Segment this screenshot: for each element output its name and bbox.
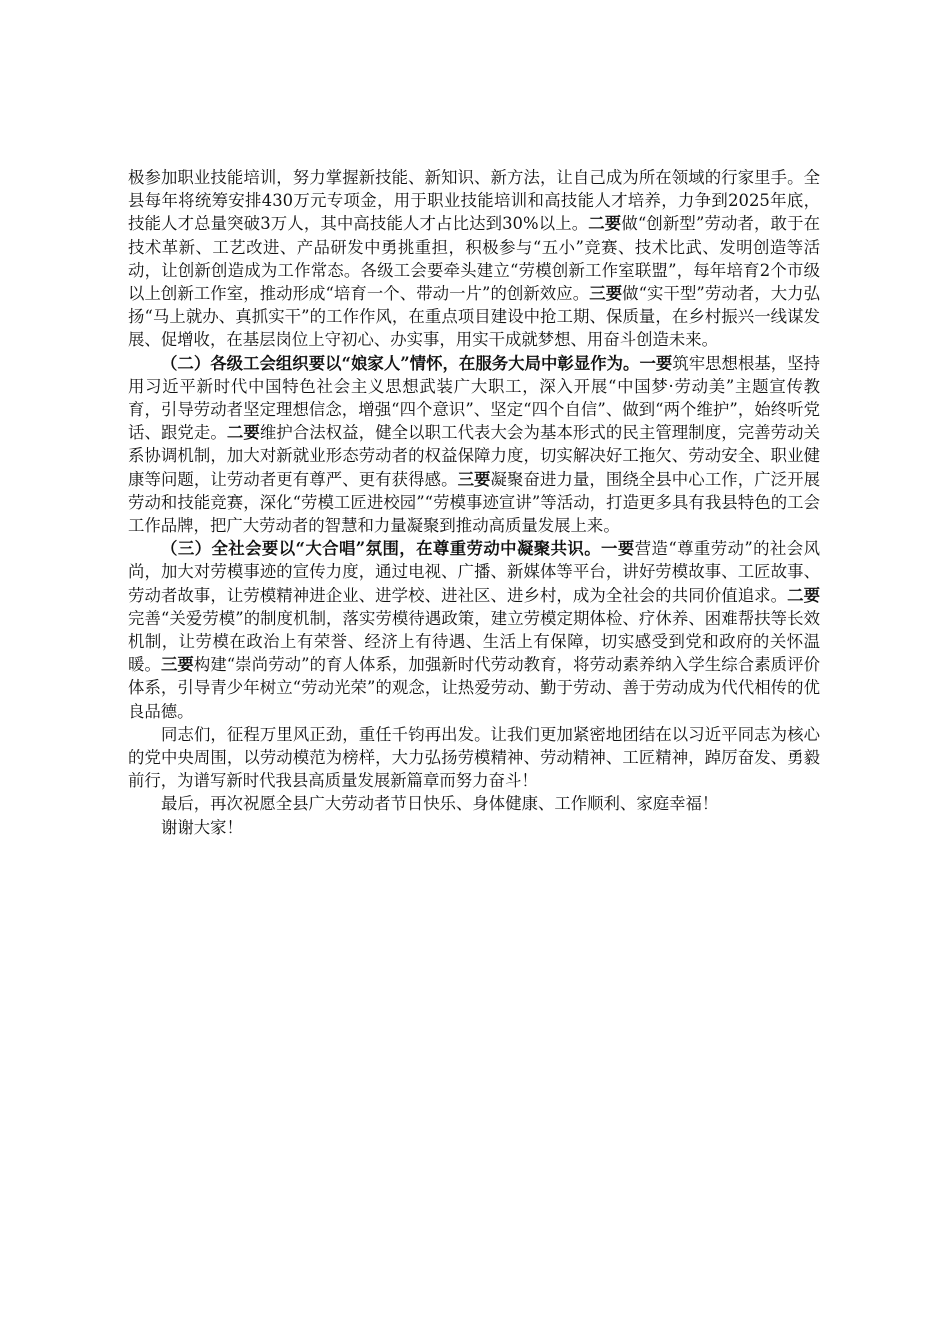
bold-marker: 一要: [639, 353, 673, 373]
bold-marker: 三要: [589, 284, 623, 304]
bold-marker: 二要: [226, 423, 260, 443]
paragraph-text: 极参加职业技能培训，努力掌握新技能、新知识、新方法，让自己成为所在领域的行家里手。全县每年将统筹安排430万元专项金，用于职业技能培训和高技能人才培养，力争到2025年底，技能人才总量突破3万人，其中高技能人才占比达到30%以上。: [128, 168, 820, 234]
paragraph-wishes: 最后，再次祝愿全县广大劳动者节日快乐、身体健康、工作顺利、家庭幸福！: [161, 794, 719, 814]
paragraph-text: 维护合法权益，健全以职工代表大会为基本形式的民主管理制度，完善劳动关系协调机制，加大对新就业形态劳动者的权益保障力度，切实解决好工拖欠、劳动安全、职业健康等问题，让劳动者更有尊严、更有获得感。: [128, 423, 821, 489]
paragraph-text: 做“创新型”劳动者，敢于在技术革新、工艺改进、产品研发中勇挑重担，积极参与“五小”竞赛、技术比武、发明创造等活动，让创新创造成为工作常态。各级工会要牵头建立“劳模创新工作室联盟”，每年培育2个市级以上创新工作室，推动形成“培育一个、带动一片”的创新效应。: [128, 214, 821, 304]
bold-marker: 三要: [457, 469, 491, 489]
paragraph-training-innovation: [128, 166, 820, 352]
section-heading: （二）各级工会组织要以“娘家人”情怀，在服务大局中彰显作为。: [161, 353, 640, 373]
bold-marker: 三要: [160, 655, 194, 675]
paragraph-text: 构建“崇尚劳动”的育人体系，加强新时代劳动教育，将劳动素养纳入学生综合素质评价体系，引导青少年树立“劳动光荣”的观念，让热爱劳动、勤于劳动、善于劳动成为代代相传的优良品德。: [128, 655, 820, 721]
paragraph-text: 筑牢思想根基，坚持用习近平新时代中国特色社会主义思想武装广大职工，深入开展“中国梦·劳动美”主题宣传教育，引导劳动者坚定理想信念，增强“四个意识”、坚定“四个自信”、做到“两个维护”，始终听党话、跟党走。: [128, 353, 821, 443]
paragraph-thanks: 谢谢大家！: [161, 817, 243, 837]
bold-marker: 二要: [588, 214, 622, 234]
paragraph-whole-society: [128, 537, 820, 723]
paragraph-union-organizations: [128, 352, 820, 538]
document-body: [128, 166, 820, 839]
section-heading: （三）全社会要以“大合唱”氛围，在尊重劳动中凝聚共识。: [161, 539, 602, 559]
paragraph-text: 做“实干型”劳动者，大力弘扬“马上就办、真抓实干”的工作作风，在重点项目建设中抢工期、保质量，在乡村振兴一线谋发展、促增收，在基层岗位上守初心、办实事，用实干成就梦想、用奋斗创造未来。: [128, 284, 821, 350]
paragraph-text: 完善“关爱劳模”的制度机制，落实劳模待遇政策，建立劳模定期体检、疗休养、困难帮扶等长效机制，让劳模在政治上有荣誉、经济上有待遇、生活上有保障，切实感受到党和政府的关怀温暖。: [128, 608, 820, 675]
paragraph-text: 凝聚奋进力量，围绕全县中心工作，广泛开展劳动和技能竞赛，深化“劳模工匠进校园”“劳模事迹宣讲”等活动，打造更多具有我县特色的工会工作品牌，把广大劳动者的智慧和力量凝聚到推动高质量发展上来。: [128, 469, 821, 536]
bold-marker: 一要: [601, 539, 635, 559]
bold-marker: 二要: [787, 585, 821, 605]
paragraph-closing-call: 同志们，征程万里风正劲，重任千钧再出发。让我们更加紧密地团结在以习近平同志为核心的党中央周围，以劳动模范为榜样，大力弘扬劳模精神、劳动精神、工匠精神，踔厉奋发、勇毅前行，为谱写新时代我县高质量发展新篇章而努力奋斗！: [128, 724, 820, 791]
paragraph-text: 营造“尊重劳动”的社会风尚，加大对劳模事迹的宣传力度，通过电视、广播、新媒体等平台，讲好劳模故事、工匠故事、劳动者故事，让劳模精神进企业、进学校、进社区、进乡村，成为全社会的共同价值追求。: [128, 539, 821, 605]
